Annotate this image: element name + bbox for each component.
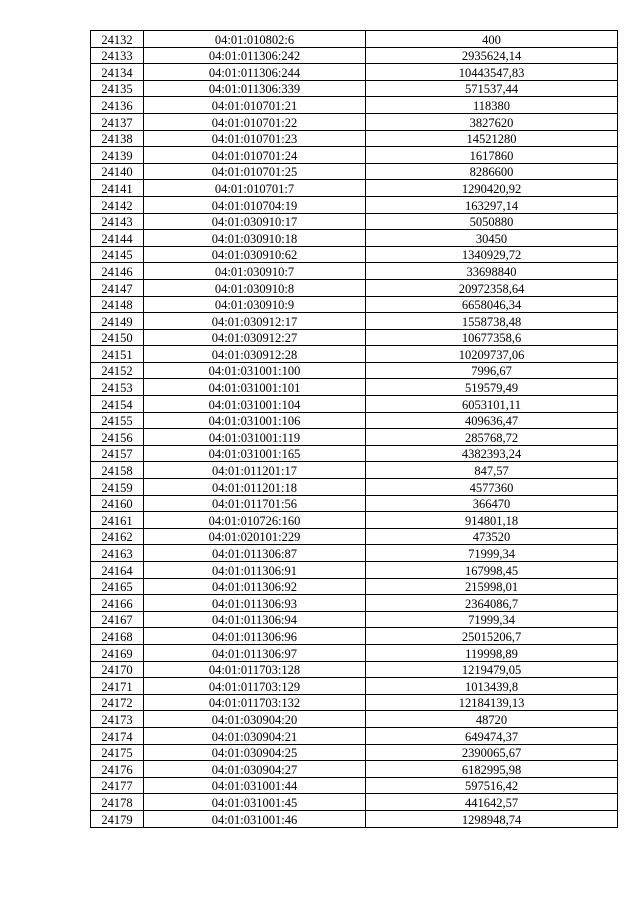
cadastral-value-cell: 6658046,34 (366, 296, 618, 313)
row-number-cell: 24138 (91, 130, 144, 147)
cadastral-value-cell: 1617860 (366, 147, 618, 164)
cadastral-number-cell: 04:01:011306:96 (144, 628, 366, 645)
cadastral-value-cell: 25015206,7 (366, 628, 618, 645)
table-row (91, 479, 618, 496)
cadastral-number-cell: 04:01:030910:7 (144, 263, 366, 280)
table-row (91, 396, 618, 413)
cadastral-number-cell: 04:01:030904:20 (144, 711, 366, 728)
row-number-cell: 24175 (91, 744, 144, 761)
cadastral-number-cell: 04:01:030910:17 (144, 213, 366, 230)
cadastral-value-cell: 597516,42 (366, 777, 618, 794)
table-row (91, 512, 618, 529)
row-number-cell: 24148 (91, 296, 144, 313)
row-number-cell: 24147 (91, 279, 144, 296)
cadastral-number-cell: 04:01:011306:92 (144, 578, 366, 595)
cadastral-value-cell: 71999,34 (366, 611, 618, 628)
cadastral-value-cell: 366470 (366, 495, 618, 512)
row-number-cell: 24158 (91, 462, 144, 479)
cadastral-number-cell: 04:01:011703:129 (144, 678, 366, 695)
cadastral-number-cell: 04:01:030912:17 (144, 313, 366, 330)
row-number-cell: 24160 (91, 495, 144, 512)
table-row (91, 528, 618, 545)
table-row (91, 113, 618, 130)
table-row (91, 810, 618, 827)
row-number-cell: 24179 (91, 810, 144, 827)
table-row (91, 80, 618, 97)
row-number-cell: 24134 (91, 64, 144, 81)
cadastral-number-cell: 04:01:030904:25 (144, 744, 366, 761)
table-row (91, 445, 618, 462)
cadastral-value-cell: 473520 (366, 528, 618, 545)
table-row (91, 64, 618, 81)
row-number-cell: 24166 (91, 595, 144, 612)
table-row (91, 462, 618, 479)
row-number-cell: 24172 (91, 694, 144, 711)
table-row (91, 761, 618, 778)
row-number-cell: 24156 (91, 429, 144, 446)
cadastral-number-cell: 04:01:031001:165 (144, 445, 366, 462)
table-row (91, 313, 618, 330)
cadastral-number-cell: 04:01:011306:97 (144, 644, 366, 661)
cadastral-number-cell: 04:01:030912:28 (144, 346, 366, 363)
cadastral-number-cell: 04:01:011306:242 (144, 47, 366, 64)
row-number-cell: 24178 (91, 794, 144, 811)
table-row (91, 595, 618, 612)
cadastral-number-cell: 04:01:031001:104 (144, 396, 366, 413)
table-row (91, 578, 618, 595)
cadastral-value-cell: 285768,72 (366, 429, 618, 446)
row-number-cell: 24136 (91, 97, 144, 114)
cadastral-value-cell: 5050880 (366, 213, 618, 230)
cadastral-value-cell: 10677358,6 (366, 329, 618, 346)
cadastral-number-cell: 04:01:031001:45 (144, 794, 366, 811)
cadastral-value-cell: 33698840 (366, 263, 618, 280)
table-row (91, 611, 618, 628)
row-number-cell: 24149 (91, 313, 144, 330)
cadastral-value-cell: 118380 (366, 97, 618, 114)
cadastral-number-cell: 04:01:010726:160 (144, 512, 366, 529)
cadastral-number-cell: 04:01:010701:7 (144, 180, 366, 197)
cadastral-value-cell: 12184139,13 (366, 694, 618, 711)
table-row (91, 329, 618, 346)
table-row (91, 279, 618, 296)
row-number-cell: 24177 (91, 777, 144, 794)
cadastral-value-cell: 4382393,24 (366, 445, 618, 462)
table-row (91, 644, 618, 661)
cadastral-value-cell: 6053101,11 (366, 396, 618, 413)
cadastral-number-cell: 04:01:010701:22 (144, 113, 366, 130)
cadastral-number-cell: 04:01:031001:46 (144, 810, 366, 827)
table-row (91, 694, 618, 711)
cadastral-value-cell: 2390065,67 (366, 744, 618, 761)
table-row (91, 777, 618, 794)
row-number-cell: 24173 (91, 711, 144, 728)
cadastral-value-cell: 1013439,8 (366, 678, 618, 695)
table-row (91, 196, 618, 213)
cadastral-value-cell: 14521280 (366, 130, 618, 147)
table-row (91, 180, 618, 197)
cadastral-number-cell: 04:01:031001:100 (144, 362, 366, 379)
row-number-cell: 24168 (91, 628, 144, 645)
cadastral-value-cell: 1219479,05 (366, 661, 618, 678)
row-number-cell: 24157 (91, 445, 144, 462)
cadastral-number-cell: 04:01:010701:23 (144, 130, 366, 147)
table-row (91, 794, 618, 811)
cadastral-number-cell: 04:01:020101:229 (144, 528, 366, 545)
cadastral-value-cell: 48720 (366, 711, 618, 728)
row-number-cell: 24153 (91, 379, 144, 396)
cadastral-number-cell: 04:01:031001:44 (144, 777, 366, 794)
cadastral-number-cell: 04:01:011201:17 (144, 462, 366, 479)
cadastral-value-cell: 1340929,72 (366, 246, 618, 263)
cadastral-value-cell: 400 (366, 31, 618, 48)
cadastral-number-cell: 04:01:031001:119 (144, 429, 366, 446)
cadastral-value-cell: 3827620 (366, 113, 618, 130)
cadastral-value-cell: 519579,49 (366, 379, 618, 396)
table-row (91, 97, 618, 114)
row-number-cell: 24137 (91, 113, 144, 130)
cadastral-number-cell: 04:01:011306:87 (144, 545, 366, 562)
row-number-cell: 24164 (91, 562, 144, 579)
cadastral-value-cell: 1290420,92 (366, 180, 618, 197)
row-number-cell: 24165 (91, 578, 144, 595)
table-row (91, 379, 618, 396)
cadastral-number-cell: 04:01:030904:27 (144, 761, 366, 778)
cadastral-number-cell: 04:01:011306:339 (144, 80, 366, 97)
cadastral-value-cell: 441642,57 (366, 794, 618, 811)
table-row (91, 263, 618, 280)
cadastral-value-cell: 10209737,06 (366, 346, 618, 363)
cadastral-value-cell: 163297,14 (366, 196, 618, 213)
table-row (91, 495, 618, 512)
cadastral-value-cell: 8286600 (366, 163, 618, 180)
row-number-cell: 24159 (91, 479, 144, 496)
row-number-cell: 24142 (91, 196, 144, 213)
table-row (91, 545, 618, 562)
cadastral-value-cell: 571537,44 (366, 80, 618, 97)
row-number-cell: 24176 (91, 761, 144, 778)
row-number-cell: 24143 (91, 213, 144, 230)
row-number-cell: 24146 (91, 263, 144, 280)
cadastral-value-cell: 6182995,98 (366, 761, 618, 778)
cadastral-value-cell: 10443547,83 (366, 64, 618, 81)
cadastral-value-table (90, 30, 618, 828)
cadastral-number-cell: 04:01:030910:62 (144, 246, 366, 263)
row-number-cell: 24167 (91, 611, 144, 628)
row-number-cell: 24151 (91, 346, 144, 363)
cadastral-number-cell: 04:01:011306:94 (144, 611, 366, 628)
row-number-cell: 24140 (91, 163, 144, 180)
cadastral-number-cell: 04:01:011701:56 (144, 495, 366, 512)
table-row (91, 744, 618, 761)
cadastral-value-cell: 71999,34 (366, 545, 618, 562)
table-row (91, 628, 618, 645)
table-row (91, 47, 618, 64)
row-number-cell: 24170 (91, 661, 144, 678)
table-row (91, 130, 618, 147)
table-row (91, 147, 618, 164)
cadastral-value-cell: 649474,37 (366, 727, 618, 744)
table-row (91, 31, 618, 48)
row-number-cell: 24132 (91, 31, 144, 48)
cadastral-number-cell: 04:01:010701:24 (144, 147, 366, 164)
cadastral-value-cell: 847,57 (366, 462, 618, 479)
row-number-cell: 24162 (91, 528, 144, 545)
cadastral-number-cell: 04:01:011703:132 (144, 694, 366, 711)
table-row (91, 163, 618, 180)
cadastral-number-cell: 04:01:011306:93 (144, 595, 366, 612)
row-number-cell: 24154 (91, 396, 144, 413)
cadastral-number-cell: 04:01:010704:19 (144, 196, 366, 213)
table-row (91, 346, 618, 363)
table-row (91, 727, 618, 744)
cadastral-value-cell: 167998,45 (366, 562, 618, 579)
cadastral-value-cell: 4577360 (366, 479, 618, 496)
table-row (91, 246, 618, 263)
table-row (91, 296, 618, 313)
cadastral-value-cell: 2935624,14 (366, 47, 618, 64)
row-number-cell: 24150 (91, 329, 144, 346)
row-number-cell: 24135 (91, 80, 144, 97)
cadastral-value-cell: 119998,89 (366, 644, 618, 661)
cadastral-value-cell: 409636,47 (366, 412, 618, 429)
cadastral-number-cell: 04:01:011306:91 (144, 562, 366, 579)
cadastral-number-cell: 04:01:011201:18 (144, 479, 366, 496)
table-row (91, 412, 618, 429)
table-row (91, 711, 618, 728)
row-number-cell: 24145 (91, 246, 144, 263)
cadastral-number-cell: 04:01:011306:244 (144, 64, 366, 81)
table-row (91, 429, 618, 446)
cadastral-number-cell: 04:01:030904:21 (144, 727, 366, 744)
cadastral-number-cell: 04:01:010701:25 (144, 163, 366, 180)
table-row (91, 562, 618, 579)
row-number-cell: 24169 (91, 644, 144, 661)
table-row (91, 661, 618, 678)
cadastral-value-cell: 1558738,48 (366, 313, 618, 330)
table-row (91, 678, 618, 695)
table-row (91, 213, 618, 230)
row-number-cell: 24174 (91, 727, 144, 744)
row-number-cell: 24163 (91, 545, 144, 562)
table-row (91, 362, 618, 379)
cadastral-number-cell: 04:01:030910:18 (144, 230, 366, 247)
cadastral-value-cell: 914801,18 (366, 512, 618, 529)
row-number-cell: 24139 (91, 147, 144, 164)
cadastral-value-cell: 1298948,74 (366, 810, 618, 827)
row-number-cell: 24141 (91, 180, 144, 197)
cadastral-number-cell: 04:01:011703:128 (144, 661, 366, 678)
cadastral-number-cell: 04:01:030910:9 (144, 296, 366, 313)
cadastral-number-cell: 04:01:010701:21 (144, 97, 366, 114)
table-body (91, 31, 618, 828)
row-number-cell: 24152 (91, 362, 144, 379)
table-row (91, 230, 618, 247)
cadastral-number-cell: 04:01:030912:27 (144, 329, 366, 346)
cadastral-value-cell: 215998,01 (366, 578, 618, 595)
row-number-cell: 24171 (91, 678, 144, 695)
cadastral-number-cell: 04:01:031001:106 (144, 412, 366, 429)
row-number-cell: 24155 (91, 412, 144, 429)
row-number-cell: 24133 (91, 47, 144, 64)
cadastral-number-cell: 04:01:010802:6 (144, 31, 366, 48)
cadastral-value-cell: 7996,67 (366, 362, 618, 379)
cadastral-number-cell: 04:01:031001:101 (144, 379, 366, 396)
cadastral-value-cell: 20972358,64 (366, 279, 618, 296)
cadastral-number-cell: 04:01:030910:8 (144, 279, 366, 296)
cadastral-value-cell: 30450 (366, 230, 618, 247)
row-number-cell: 24161 (91, 512, 144, 529)
cadastral-value-cell: 2364086,7 (366, 595, 618, 612)
row-number-cell: 24144 (91, 230, 144, 247)
